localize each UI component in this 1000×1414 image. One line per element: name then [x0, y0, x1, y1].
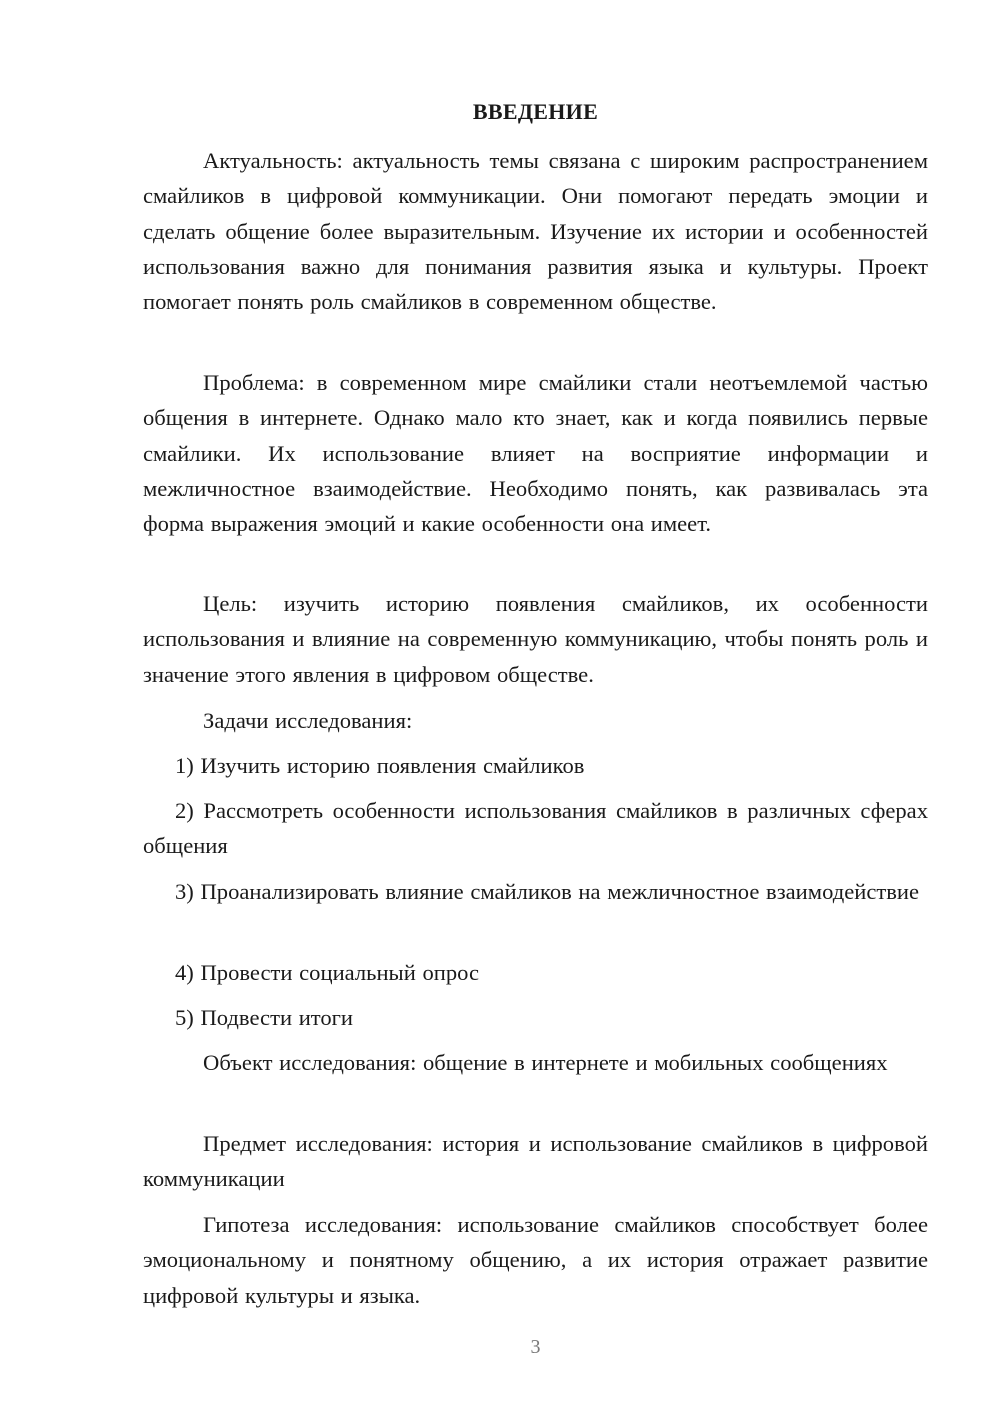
page-number: 3 [530, 1336, 541, 1358]
tasks-heading: Задачи исследования: [203, 708, 413, 733]
task-item-4: 4) Провести социальный опрос [175, 960, 480, 985]
document-page [143, 0, 928, 1414]
paragraph-problem: Проблема: в современном мире смайлики стали неотъемлемой частью общения в интернете. Однако мало кто знает, как и когда появились первые смайлики. Их использование влияет на восприятие информации и межличностное взаимодействие. Необходимо понять, как развивалась эта форма выражения эмоций и какие особенности она имеет. [143, 370, 928, 537]
page-title: ВВЕДЕНИЕ [472, 99, 599, 124]
task-item-3: 3) Проанализировать влияние смайликов на межличностное взаимодействие [175, 879, 920, 904]
paragraph-subject: Предмет исследования: история и использование смайликов в цифровой коммуникации [143, 1131, 928, 1192]
paragraph-relevance: Актуальность: актуальность темы связана с широким распространением смайликов в цифровой коммуникации. Они помогают передать эмоции и сделать общение более выразительным. Изучение их истории и особенностей использования важно для понимания развития языка и культуры. Проект помогает понять роль смайликов в современном обществе. [143, 148, 928, 315]
paragraph-hypothesis: Гипотеза исследования: использование смайликов способствует более эмоциональному и понятному общению, а их история отражает развитие цифровой культуры и языка. [143, 1212, 928, 1308]
task-item-5: 5) Подвести итоги [175, 1005, 354, 1030]
task-item-2: 2) Рассмотреть особенности использования смайликов в различных сферах общения [143, 798, 928, 859]
paragraph-object: Объект исследования: общение в интернете и мобильных сообщениях [203, 1050, 888, 1075]
task-item-1: 1) Изучить историю появления смайликов [175, 753, 585, 778]
paragraph-goal: Цель: изучить историю появления смайликов, их особенности использования и влияние на современную коммуникацию, чтобы понять роль и значение этого явления в цифровом обществе. [143, 591, 928, 687]
